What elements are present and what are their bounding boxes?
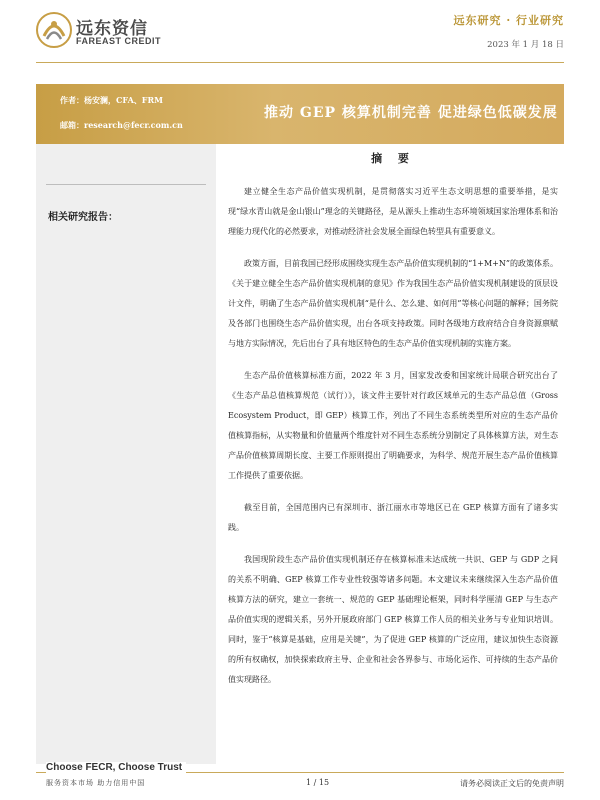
- summary-paragraph: 我国现阶段生态产品价值实现机制还存在核算标准未达成统一共识、GEP 与 GDP 之间的关系不明确、GEP 核算工作专业性较强等诸多问题。本文建议未来继续深入生态产品价值核算方法的研究，建立一套统一、规范的 GEP 基础理论框架，同时科学厘清 GEP 与生态产品价值实现的逻辑关系，另外开展政府部门 GEP 核算工作人员的相关业务与专业知识培训。同时，鉴于“核算是基础，应用是关键”，为了促进 GEP 核算的广泛应用，建议加快生态资源的所有权确权，加快探索政府主导、企业和社会各界参与、市场化运作、可持续的生态产品价值实现路径。: [228, 555, 558, 684]
- related-reports-label: 相关研究报告：: [48, 212, 118, 223]
- author-info: 作者：杨安澜，CFA、FRM: [60, 95, 163, 105]
- header-meta: [454, 12, 565, 50]
- footer-slogan-en: Choose FECR, Choose Trust: [46, 762, 186, 773]
- logo-mark-icon: [36, 12, 72, 48]
- report-type: 远东研究 · 行业研究: [453, 14, 564, 27]
- page-number: 1 / 15: [306, 778, 330, 787]
- title-banner: [36, 84, 564, 144]
- logo-text-en: FAREAST CREDIT: [76, 36, 162, 46]
- summary-section: [228, 150, 558, 702]
- logo-text-cn: 远东资信: [76, 19, 148, 39]
- summary-paragraph: 政策方面，目前我国已经形成围绕实现生态产品价值实现机制的“1+M+N”的政策体系。《关于建立健全生态产品价值实现机制的意见》作为我国生态产品价值实现机制建设的顶层设计文件，明确了生态产品价值实现机制“是什么、怎么建、如何用”等核心问题的解释；国务院及各部门也围绕生态产品价值实现，出台各项支持政策。同时各级地方政府结合自身资源禀赋与地方实际情况，先后出台了具有地区特色的生态产品价值实现机制的实施方案。: [228, 259, 558, 348]
- author-email: 邮箱：research@fecr.com.cn: [60, 120, 183, 130]
- header-divider: [36, 62, 564, 63]
- company-logo: [36, 10, 186, 50]
- summary-paragraph: 生态产品价值核算标准方面，2022 年 3 月，国家发改委和国家统计局联合研究出台了《生态产品总值核算规范（试行）》，该文件主要针对行政区域单元的生态产品总值（Gross Ecosystem Product，即 GEP）核算工作，列出了不同生态系统类型所对应的生态产品价值核算指标，从实物量和价值量两个维度针对不同生态系统分别制定了具体核算方法，对生态产品价值核算周期长度、主要工作原则提出了明确要求，为科学、规范开展生态产品价值核算工作提供了重要依据。: [228, 371, 558, 480]
- footer-slogan-cn: 服务资本市场 助力信用中国: [46, 779, 146, 787]
- report-date: 2023 年 1 月 18 日: [487, 40, 564, 50]
- sidebar: [36, 144, 216, 764]
- report-title: 推动 GEP 核算机制完善 促进绿色低碳发展: [264, 105, 558, 121]
- footer-disclaimer: 请务必阅读正文后的免责声明: [460, 779, 564, 788]
- summary-paragraph: 截至目前，全国范围内已有深圳市、浙江丽水市等地区已在 GEP 核算方面有了诸多实践。: [228, 503, 558, 532]
- summary-paragraph: 建立健全生态产品价值实现机制，是贯彻落实习近平生态文明思想的重要举措，是实现“绿水青山就是金山银山”理念的关键路径，是从源头上推动生态环境领域国家治理体系和治理能力现代化的必然要求，对推动经济社会发展全面绿色转型具有重要意义。: [228, 187, 558, 236]
- summary-title: 摘 要: [371, 152, 415, 165]
- sidebar-divider: [46, 184, 206, 185]
